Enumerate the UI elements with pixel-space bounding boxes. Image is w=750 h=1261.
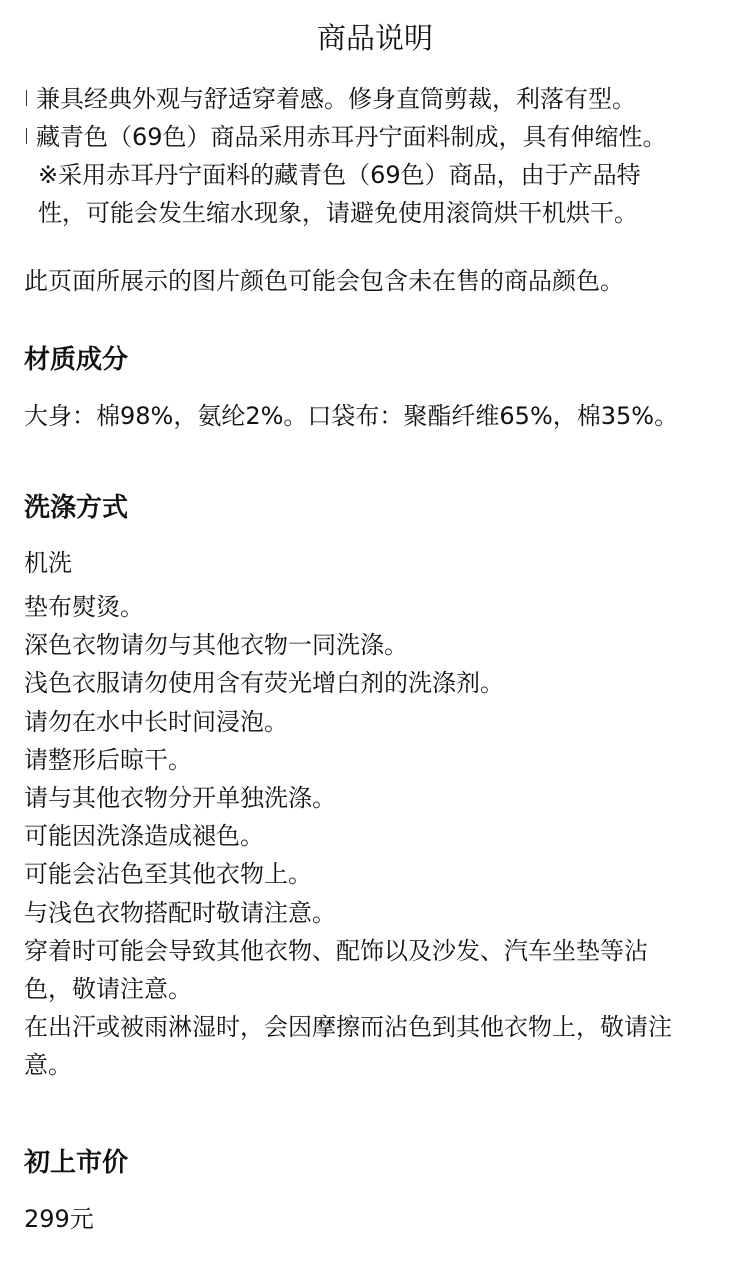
description-line: 性，可能会发生缩水现象，请避免使用滚筒烘干机烘干。 [38,199,638,227]
care-instructions [24,588,729,1085]
material-text: 大身：棉98%，氨纶2%。口袋布：聚酯纤维65%，棉35%。 [24,402,679,430]
material-heading: 材质成分 [24,345,129,375]
color-disclaimer: 此页面所展示的图片颜色可能会包含未在售的商品颜色。 [24,267,624,295]
care-item: 请整形后晾干。 [24,745,192,774]
care-item: 意。 [24,1051,72,1080]
care-item: 深色衣物请勿与其他衣物一同洗涤。 [24,631,408,660]
product-description [24,80,739,232]
description-line: 藏青色（69色）商品采用赤耳丹宁面料制成，具有伸缩性。 [24,118,739,156]
care-item: 垫布熨烫。 [24,593,144,621]
price-value: 299元 [24,1205,94,1233]
page-title: 商品说明 [316,21,433,55]
care-item: 与浅色衣物搭配时敬请注意。 [24,898,336,927]
washing-method: 机洗 [24,549,72,577]
care-item: 浅色衣服请勿使用含有荧光增白剂的洗涤剂。 [24,669,504,698]
description-line: 兼具经典外观与舒适穿着感。修身直筒剪裁，利落有型。 [24,80,739,118]
care-item: 可能因洗涤造成褪色。 [24,822,264,851]
care-item: 穿着时可能会导致其他衣物、配饰以及沙发、汽车坐垫等沾 [24,936,648,965]
care-item: 请勿在水中长时间浸泡。 [24,707,288,736]
care-item: 请与其他衣物分开单独洗涤。 [24,784,336,813]
washing-heading: 洗涤方式 [24,493,129,523]
care-item: 在出汗或被雨淋湿时，会因摩擦而沾色到其他衣物上，敬请注 [24,1013,672,1042]
price-heading: 初上市价 [24,1148,129,1178]
care-item: 色，敬请注意。 [24,975,192,1004]
care-item: 可能会沾色至其他衣物上。 [24,860,312,889]
description-line: ※采用赤耳丹宁面料的藏青色（69色）商品，由于产品特 [38,161,641,189]
